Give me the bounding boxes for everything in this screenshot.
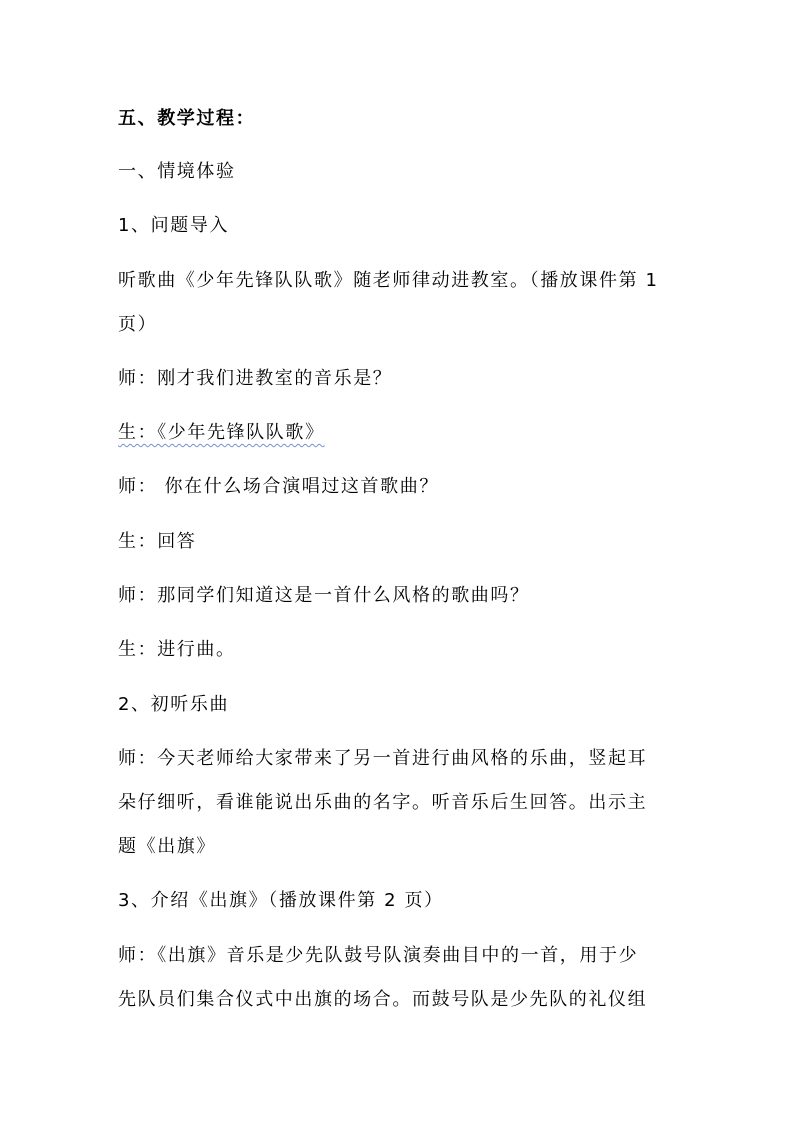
- section-heading: 五、教学过程：: [118, 108, 256, 129]
- dialogue-line: 生：进行曲。: [118, 639, 236, 660]
- paragraph-line: 先队员们集合仪式中出旗的场合。而鼓号队是少先队的礼仪组: [118, 989, 648, 1010]
- dialogue-line: 师： 你在什么场合演唱过这首歌曲？: [118, 476, 439, 497]
- paragraph-line: 题《出旗》: [118, 836, 216, 857]
- paragraph-line: 师：《出旗》音乐是少先队鼓号队演奏曲目中的一首，用于少: [118, 945, 639, 966]
- subsection-heading: 一、情境体验: [118, 161, 236, 182]
- dialogue-line: 师：刚才我们进教室的音乐是？: [118, 368, 393, 389]
- spellcheck-underlined-text: 生：《少年先锋队队歌》: [118, 422, 325, 443]
- step-heading: 2、初听乐曲: [118, 694, 230, 715]
- dialogue-line: 师：那同学们知道这是一首什么风格的歌曲吗？: [118, 585, 530, 606]
- paragraph-line: 页）: [118, 314, 158, 335]
- dialogue-line: 生：回答: [118, 531, 197, 552]
- paragraph-line: 师：今天老师给大家带来了另一首进行曲风格的乐曲，竖起耳: [118, 748, 648, 769]
- step-heading: 1、问题导入: [118, 215, 230, 236]
- paragraph-line: 朵仔细听，看谁能说出乐曲的名字。听音乐后生回答。出示主: [118, 792, 648, 813]
- dialogue-line: [118, 421, 325, 445]
- paragraph-line: 听歌曲《少年先锋队队歌》随老师律动进教室。（播放课件第 1: [118, 270, 659, 291]
- step-heading: 3、介绍《出旗》（播放课件第 2 页）: [118, 890, 444, 911]
